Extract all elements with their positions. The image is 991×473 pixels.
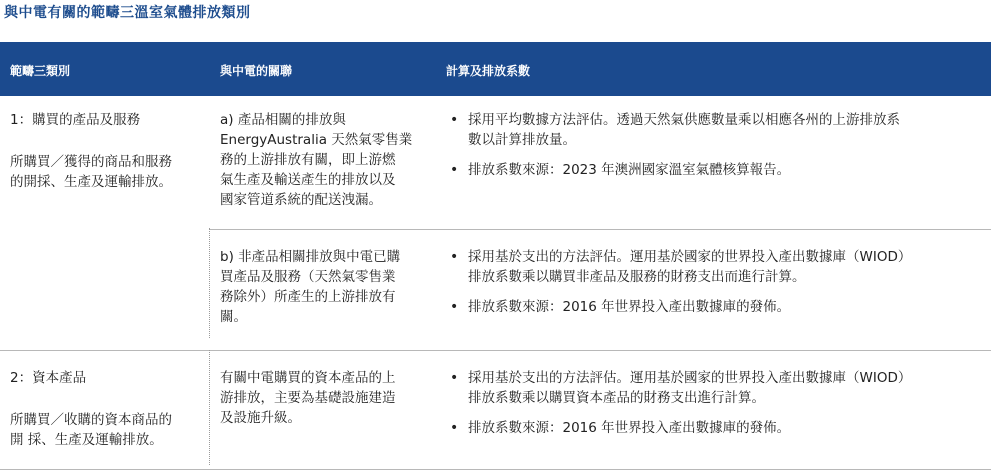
- relevance-2: 有關中電購買的資本產品的上 游排放，主要為基礎設施建造 及設施升級。: [220, 370, 396, 426]
- row-divider: [0, 350, 991, 351]
- list-item: • 排放系數來源：2016 年世界投入產出數據庫的發佈。: [448, 297, 988, 317]
- cell-divider: [209, 350, 210, 465]
- row-divider: [210, 229, 991, 230]
- bullet-list-2: [448, 368, 988, 448]
- list-item: • 採用基於支出的方法評估。運用基於國家的世界投入產出數據庫（WIOD） 排放系數乘以購買資本產品的財務支出進行計算。: [448, 368, 988, 408]
- list-item: • 採用平均數據方法評估。透過天然氣供應數量乘以相應各州的上游排放系 數以計算排放量。: [448, 110, 988, 150]
- bullet-list-1b: [448, 247, 988, 327]
- bullet-list-1a: [448, 110, 988, 190]
- list-item: • 排放系數來源：2016 年世界投入產出數據庫的發佈。: [448, 418, 988, 438]
- page-title: 與中電有關的範疇三溫室氣體排放類別: [4, 5, 251, 21]
- header-relevance: 與中電的關聯: [220, 64, 293, 78]
- category-2-name: 2：資本產品: [10, 370, 87, 386]
- header-category: 範疇三類別: [10, 64, 71, 78]
- table-bottom-rule: [0, 469, 991, 470]
- table-header: [0, 42, 991, 96]
- category-2-description: 所購買／收購的資本商品的 開 採、生產及運輸排放。: [10, 412, 172, 448]
- relevance-1b: b) 非產品相關排放與中電已購 買產品及服務（天然氣零售業 務除外）所產生的上游排放有 關。: [220, 249, 401, 325]
- list-item: • 排放系數來源：2023 年澳洲國家溫室氣體核算報告。: [448, 160, 988, 180]
- header-calculation: 計算及排放系數: [446, 64, 531, 78]
- list-item: • 採用基於支出的方法評估。運用基於國家的世界投入產出數據庫（WIOD） 排放系數乘以購買非產品及服務的財務支出而進行計算。: [448, 247, 988, 287]
- category-1-description: 所購買／獲得的商品和服務 的開採、生產及運輸排放。: [10, 154, 172, 190]
- relevance-1a: a) 產品相關的排放與 EnergyAustralia 天然氣零售業 務的上游排放有關，即上游燃 氣生產及輸送產生的排放以及 國家管道系統的配送洩漏。: [220, 112, 413, 208]
- cell-divider: [209, 228, 210, 338]
- category-1-name: 1：購買的產品及服務: [10, 112, 141, 128]
